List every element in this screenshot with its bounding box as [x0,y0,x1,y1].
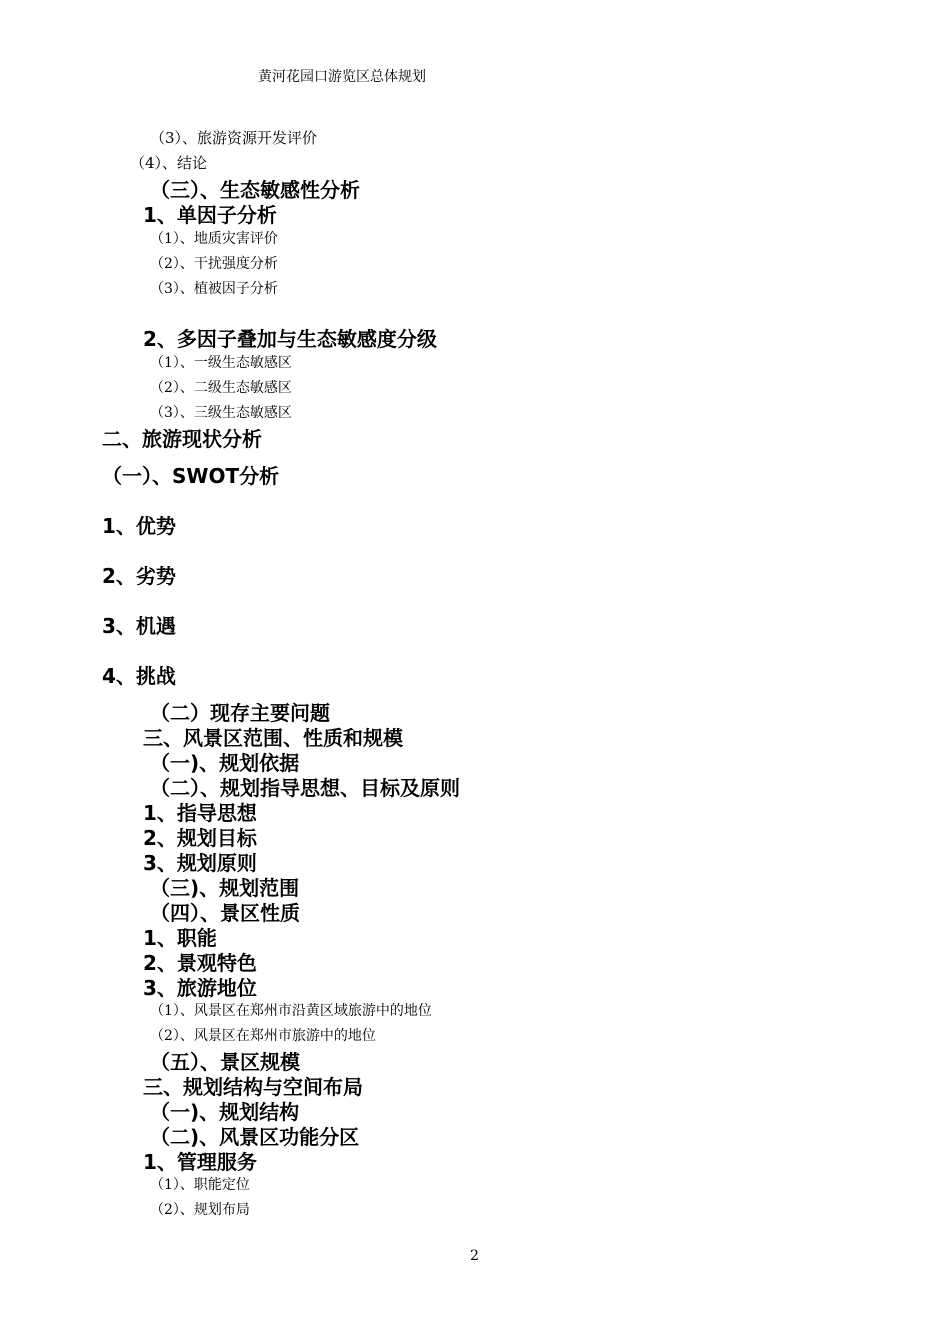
toc-line: （4）、结论 [130,154,208,172]
toc-heading: （二）现存主要问题 [150,701,330,725]
toc-line: （1）、一级生态敏感区 [150,355,292,371]
toc-heading: （五）、景区规模 [150,1050,300,1074]
toc-heading: （三)、规划范围 [150,876,300,900]
toc-line: （2）、二级生态敏感区 [150,380,292,396]
toc-heading: （四）、景区性质 [150,901,300,925]
page-number: 2 [470,1248,479,1264]
toc-line: （3）、旅游资源开发评价 [150,129,318,147]
toc-line: （3）、植被因子分析 [150,281,278,297]
toc-line: （1）、地质灾害评价 [150,231,278,247]
toc-line: （2）、干扰强度分析 [150,256,278,272]
toc-heading: 1、单因子分析 [143,203,277,227]
toc-line: （2）、风景区在郑州市旅游中的地位 [150,1028,376,1044]
toc-line: （2）、规划布局 [150,1202,250,1218]
toc-line: （1）、风景区在郑州市沿黄区域旅游中的地位 [150,1003,432,1019]
toc-heading: （三）、生态敏感性分析 [150,178,360,202]
toc-heading: 2、劣势 [102,564,176,588]
toc-line: （3）、三级生态敏感区 [150,405,292,421]
toc-heading: 2、多因子叠加与生态敏感度分级 [143,327,437,351]
toc-heading: 三、规划结构与空间布局 [143,1075,363,1099]
toc-heading: 三、风景区范围、性质和规模 [143,726,403,750]
toc-heading: 1、职能 [143,926,217,950]
toc-heading: 3、旅游地位 [143,976,257,1000]
toc-line: （1）、职能定位 [150,1177,250,1193]
toc-heading: （一)、规划结构 [150,1100,300,1124]
toc-heading: （一）、SWOT分析 [102,464,280,488]
toc-heading: 二、旅游现状分析 [102,427,262,451]
toc-heading: 3、规划原则 [143,851,257,875]
toc-heading: （二）、规划指导思想、目标及原则 [150,776,460,800]
toc-heading: （二)、风景区功能分区 [150,1125,360,1149]
toc-heading: 4、挑战 [102,664,176,688]
toc-heading: 1、指导思想 [143,801,257,825]
toc-heading: 2、规划目标 [143,826,257,850]
running-header: 黄河花园口游览区总体规划 [258,69,426,85]
toc-heading: 3、机遇 [102,614,176,638]
toc-heading: 1、优势 [102,514,176,538]
toc-heading: 1、管理服务 [143,1150,257,1174]
toc-heading: （一)、规划依据 [150,751,300,775]
toc-heading: 2、景观特色 [143,951,257,975]
